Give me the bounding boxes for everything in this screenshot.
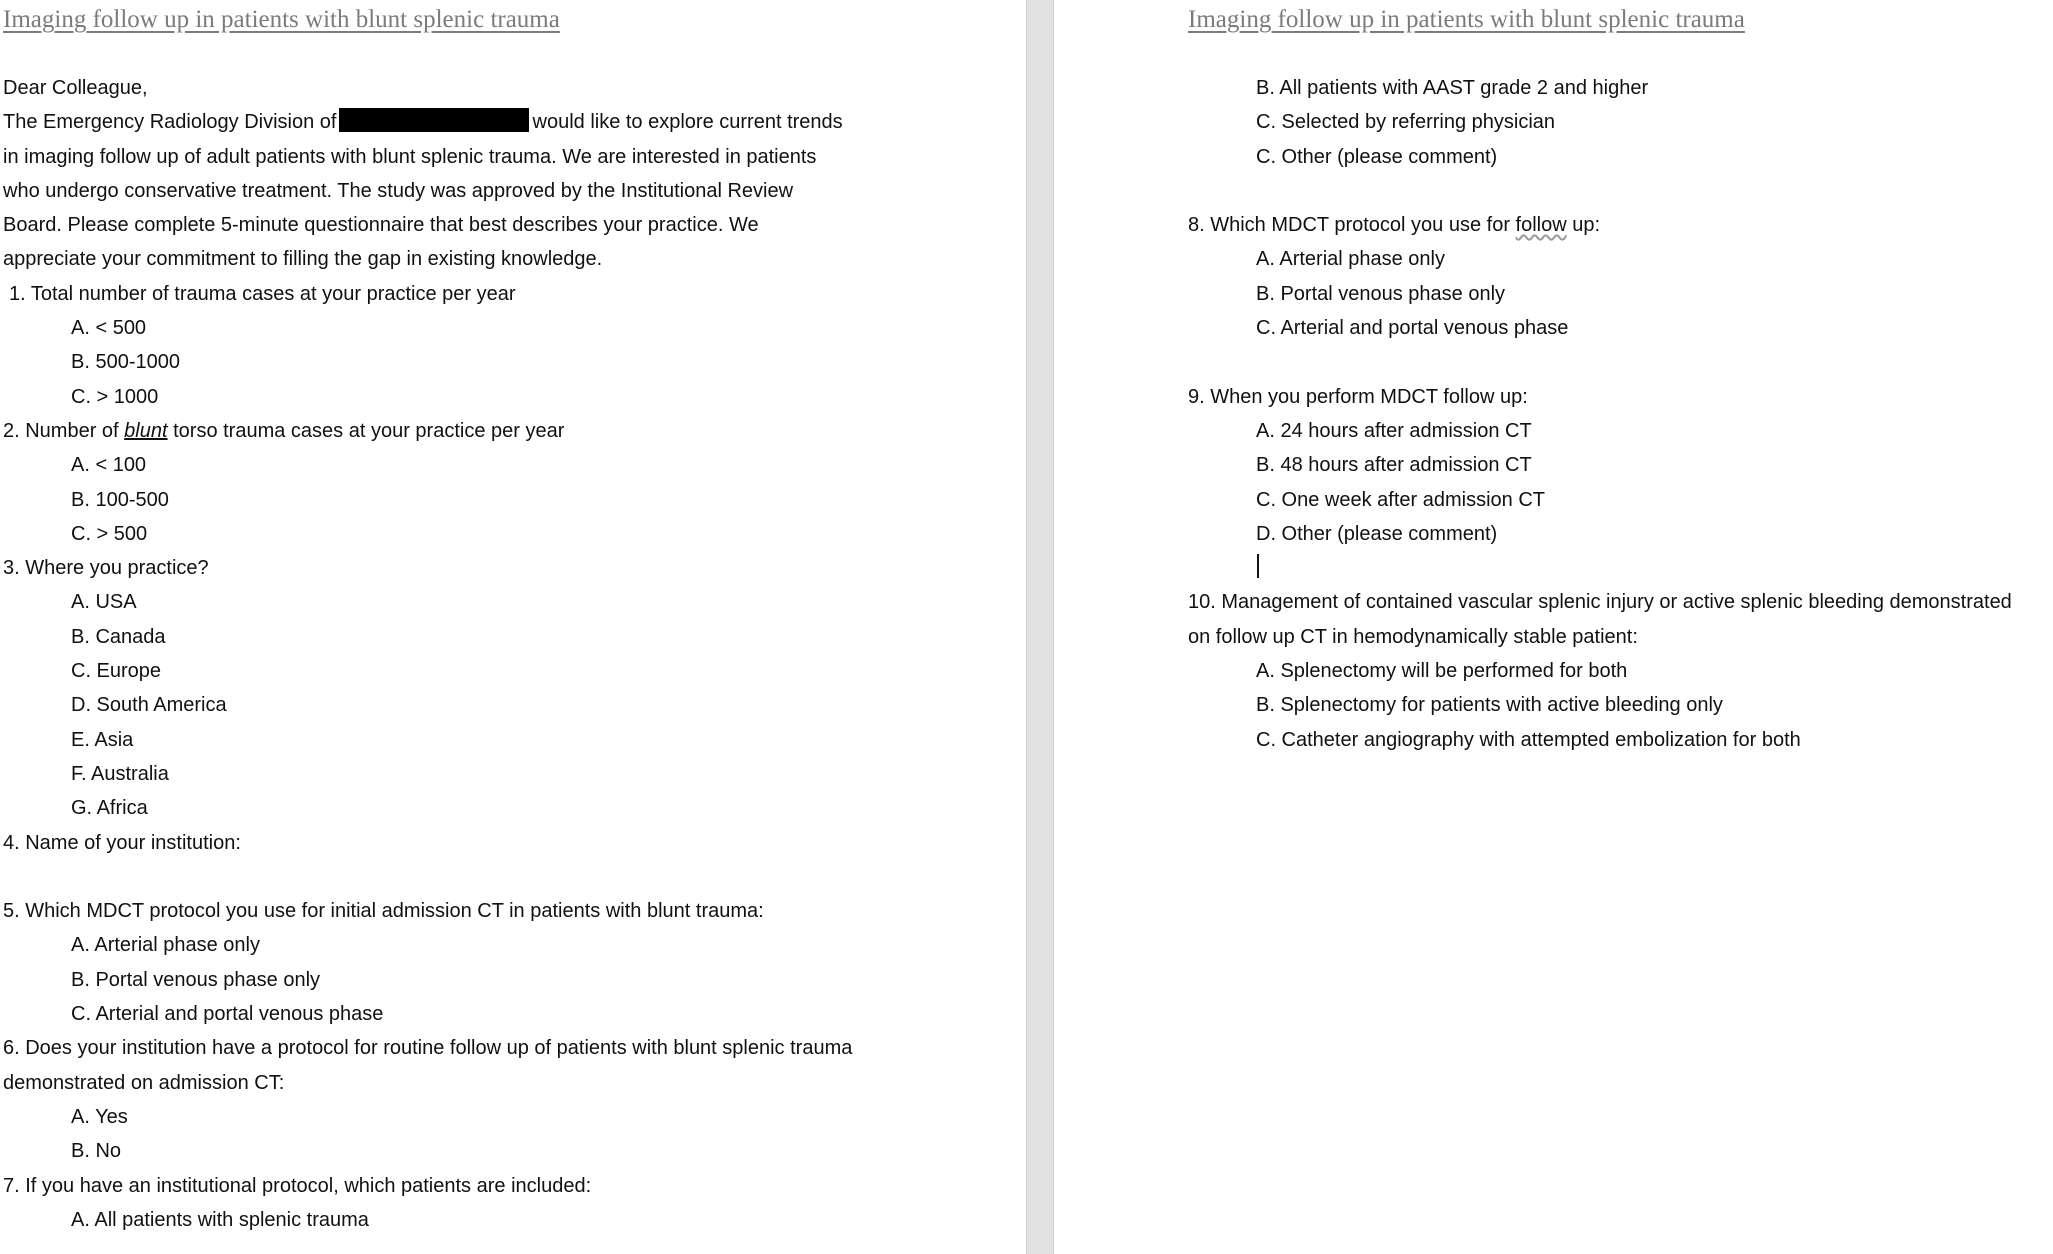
question-2 — [3, 414, 1013, 448]
question-10-line-1: 10. Management of contained vascular splenic injury or active splenic bleeding demonstrated — [1188, 591, 2012, 614]
intro-line-1 — [3, 105, 1013, 139]
question-9-option-c: C. One week after admission CT — [1256, 488, 1545, 511]
question-3-option-f: F. Australia — [71, 762, 169, 785]
question-8 — [1188, 208, 2048, 242]
page-header-title: Imaging follow up in patients with blunt splenic trauma — [1188, 6, 1745, 33]
question-6-option-b: B. No — [71, 1140, 122, 1163]
question-4: 4. Name of your institution: — [3, 831, 241, 854]
question-8-flagged-word: follow — [1515, 214, 1567, 237]
blank-line — [3, 860, 1013, 894]
question-10-line-2: on follow up CT in hemodynamically stable patient: — [1188, 625, 1638, 648]
question-8-option-a: A. Arterial phase only — [1256, 248, 1445, 271]
question-1-option-a: A. < 500 — [71, 317, 147, 340]
text-cursor — [1257, 554, 1259, 578]
intro-line-4: Board. Please complete 5-minute questionnaire that best describes your practice. We — [3, 214, 759, 237]
question-7-option-c: C. Selected by referring physician — [1256, 111, 1556, 134]
question-7-option-a: A. All patients with splenic trauma — [71, 1208, 369, 1231]
intro-line-5: appreciate your commitment to filling the gap in existing knowledge. — [3, 248, 603, 271]
question-7-option-b: B. All patients with AAST grade 2 and higher — [1256, 77, 1649, 99]
question-1-option-b: B. 500-1000 — [71, 351, 180, 374]
text-cursor-line[interactable] — [1188, 551, 2048, 585]
intro-text-end: would like to explore current trends — [532, 111, 843, 134]
question-5-option-b: B. Portal venous phase only — [71, 968, 321, 991]
question-3: 3. Where you practice? — [3, 557, 209, 580]
question-3-option-b: B. Canada — [71, 625, 166, 648]
question-1-option-c: C. > 1000 — [71, 385, 159, 408]
question-8-option-c: C. Arterial and portal venous phase — [1256, 317, 1569, 340]
question-3-option-d: D. South America — [71, 694, 227, 717]
page-header-title: Imaging follow up in patients with blunt splenic trauma — [3, 6, 560, 33]
question-2-suffix: torso trauma cases at your practice per year — [167, 419, 565, 442]
question-9-option-d: D. Other (please comment) — [1256, 522, 1498, 545]
greeting: Dear Colleague, — [3, 77, 148, 99]
question-7-option-other: C. Other (please comment) — [1256, 145, 1498, 168]
question-3-option-g: G. Africa — [71, 797, 148, 820]
question-5-option-c: C. Arterial and portal venous phase — [71, 1003, 384, 1026]
question-3-option-c: C. Europe — [71, 660, 162, 683]
question-2-option-a: A. < 100 — [71, 454, 147, 477]
question-9-option-a: A. 24 hours after admission CT — [1256, 419, 1532, 442]
question-6-line-1: 6. Does your institution have a protocol for routine follow up of patients with blunt splenic trauma — [3, 1037, 853, 1060]
question-10-option-a: A. Splenectomy will be performed for both — [1256, 660, 1628, 683]
question-3-option-a: A. USA — [71, 591, 137, 614]
blank-line — [1188, 174, 2048, 208]
question-1: 1. Total number of trauma cases at your practice per year — [9, 282, 516, 305]
question-5-option-a: A. Arterial phase only — [71, 934, 260, 957]
question-8-suffix: up: — [1566, 214, 1601, 237]
page-gutter — [1026, 0, 1054, 1254]
document-page-left[interactable] — [0, 0, 1026, 1254]
question-9-option-b: B. 48 hours after admission CT — [1256, 454, 1532, 477]
question-10-option-c: C. Catheter angiography with attempted embolization for both — [1256, 728, 1801, 751]
redacted-institution-block — [339, 108, 529, 132]
question-8-option-b: B. Portal venous phase only — [1256, 282, 1506, 305]
question-9: 9. When you perform MDCT follow up: — [1188, 385, 1528, 408]
intro-line-2: in imaging follow up of adult patients with blunt splenic trauma. We are interested in patients — [3, 145, 817, 168]
question-8-prefix: 8. Which MDCT protocol you use for — [1188, 214, 1516, 237]
question-2-option-c: C. > 500 — [71, 522, 148, 545]
blank-line — [1188, 345, 2048, 379]
question-3-option-e: E. Asia — [71, 728, 134, 751]
intro-line-3: who undergo conservative treatment. The study was approved by the Institutional Review — [3, 179, 794, 202]
intro-text-start: The Emergency Radiology Division of — [3, 111, 337, 134]
question-6-option-a: A. Yes — [71, 1105, 128, 1128]
question-5: 5. Which MDCT protocol you use for initial admission CT in patients with blunt trauma: — [3, 900, 764, 923]
question-2-emphasis: blunt — [124, 419, 168, 442]
question-2-option-b: B. 100-500 — [71, 488, 169, 511]
page-body-right[interactable] — [1188, 71, 2048, 757]
question-6-line-2: demonstrated on admission CT: — [3, 1071, 285, 1094]
question-2-prefix: 2. Number of — [3, 419, 125, 442]
document-page-right[interactable] — [1054, 0, 2053, 1254]
page-body-left[interactable] — [3, 71, 1013, 1237]
question-7: 7. If you have an institutional protocol, which patients are included: — [3, 1174, 592, 1197]
question-10-option-b: B. Splenectomy for patients with active bleeding only — [1256, 694, 1723, 717]
